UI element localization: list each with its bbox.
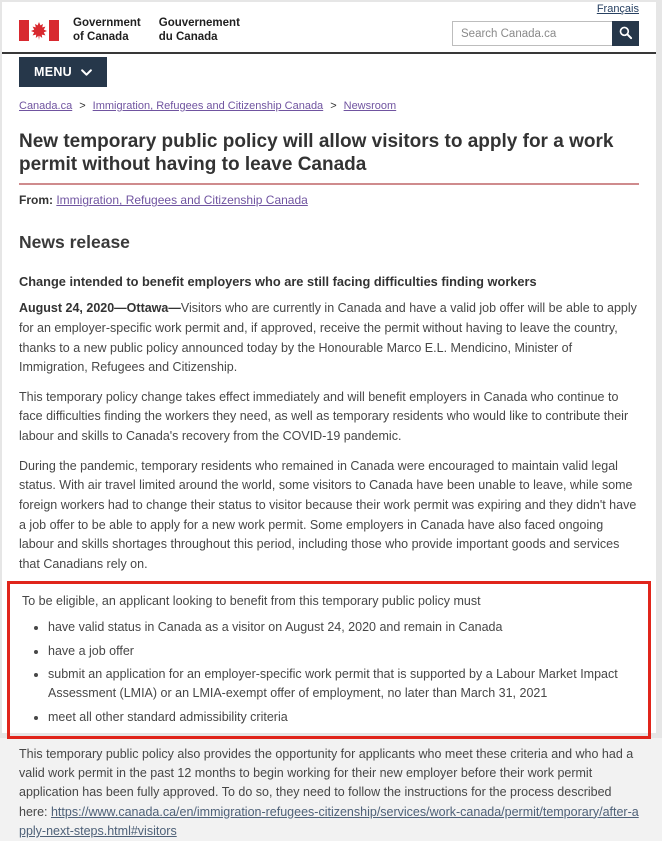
eligibility-intro: To be eligible, an applicant looking to benefit from this temporary public policy must	[22, 594, 481, 609]
paragraph-policy-effect: This temporary policy change takes effect immediately and will benefit employers in Canada who continue to face difficulties finding the workers they need, as well as temporary residents who would like to contribute their labour and skills to Canada's recovery from the COVID-19 pandemic.	[19, 389, 629, 444]
canada-flag-icon	[19, 20, 59, 41]
dateline-bold: August 24, 2020—Ottawa—	[19, 301, 181, 316]
signature-french: Gouvernement du Canada	[158, 17, 240, 44]
page-title: New temporary public policy will allow visitors to apply for a work permit without having to leave Canada	[19, 130, 639, 185]
government-of-canada-logo[interactable]	[19, 16, 240, 45]
list-item: • submit an application for an employer-specific work permit that is supported by a Labour Market Impact Assessment (LMIA) or an LMIA-exempt offer of employment, no later than March 31, 2021	[48, 665, 634, 703]
instructions-url-link[interactable]: https://www.canada.ca/en/immigration-refugees-citizenship/services/work-canada/permit/temporary/after-apply-next-steps.html#visitors	[19, 804, 639, 839]
news-release-heading: News release	[19, 232, 130, 253]
menu-button[interactable]: MENU	[19, 57, 107, 87]
breadcrumb-link-ircc[interactable]: Immigration, Refugees and Citizenship Canada	[92, 100, 324, 112]
paragraph-dateline: August 24, 2020—Ottawa—Visitors who are currently in Canada and have a valid job offer will be able to apply for an employer-specific work permit and, if approved, receive the permit without having to leave the country, thanks to a new public policy announced today by the Honourable Marco E.L. Mendicino, Minister of Immigration, Refugees and Citizenship.	[19, 301, 637, 375]
breadcrumb-separator: >	[330, 100, 337, 112]
government-signature-text	[73, 16, 240, 45]
breadcrumb-link-home[interactable]: Canada.ca	[19, 100, 73, 112]
header-top-bar	[2, 2, 656, 52]
list-item: • meet all other standard admissibility criteria	[48, 708, 634, 727]
red-annotation-box	[7, 581, 651, 738]
from-line	[19, 193, 639, 207]
header-divider	[2, 52, 656, 54]
list-item: • have a job offer	[48, 642, 634, 661]
breadcrumb-link-newsroom[interactable]: Newsroom	[343, 100, 397, 112]
site-header	[2, 2, 656, 87]
eligibility-list	[48, 618, 634, 727]
search-button[interactable]	[612, 21, 639, 46]
from-department-link[interactable]: Immigration, Refugees and Citizenship Canada	[56, 193, 308, 208]
chevron-down-icon	[81, 65, 92, 79]
language-toggle-link[interactable]: Français	[596, 3, 639, 15]
from-label: From:	[19, 193, 53, 208]
search-icon	[618, 25, 633, 43]
search-input[interactable]	[452, 21, 612, 46]
signature-english: Government of Canada	[73, 17, 141, 44]
site-search	[452, 21, 639, 46]
breadcrumb	[19, 100, 639, 112]
article-subheading: Change intended to benefit employers who are still facing difficulties finding workers	[19, 274, 537, 290]
paragraph-closing: This temporary public policy also provides the opportunity for applicants who meet these criteria and who had a valid work permit in the past 12 months to begin working for their new employer before their work permit application has been fully approved. To do so, they need to follow the instructions for the process described here: https://www.canada.ca/en/immigration-refugees-citizenship/services/work-canada/permit/temporary/after-apply-next-steps.html#visitors	[19, 746, 639, 839]
article	[2, 130, 656, 841]
breadcrumb-separator: >	[79, 100, 86, 112]
list-item: • have valid status in Canada as a visitor on August 24, 2020 and remain in Canada	[48, 618, 634, 637]
paragraph-pandemic-context: During the pandemic, temporary residents who remained in Canada were encouraged to maintain valid legal status. With air travel limited around the world, some visitors to Canada have been unable to leave, while some foreign workers had to change their status to visitor because their work permit was expiring and they didn't have a job offer to be able to apply for a new work permit. Some employers in Canada have also faced ongoing labour and skills shortages throughout this period, including those who provide important goods and services that Canadians rely on.	[19, 458, 637, 571]
